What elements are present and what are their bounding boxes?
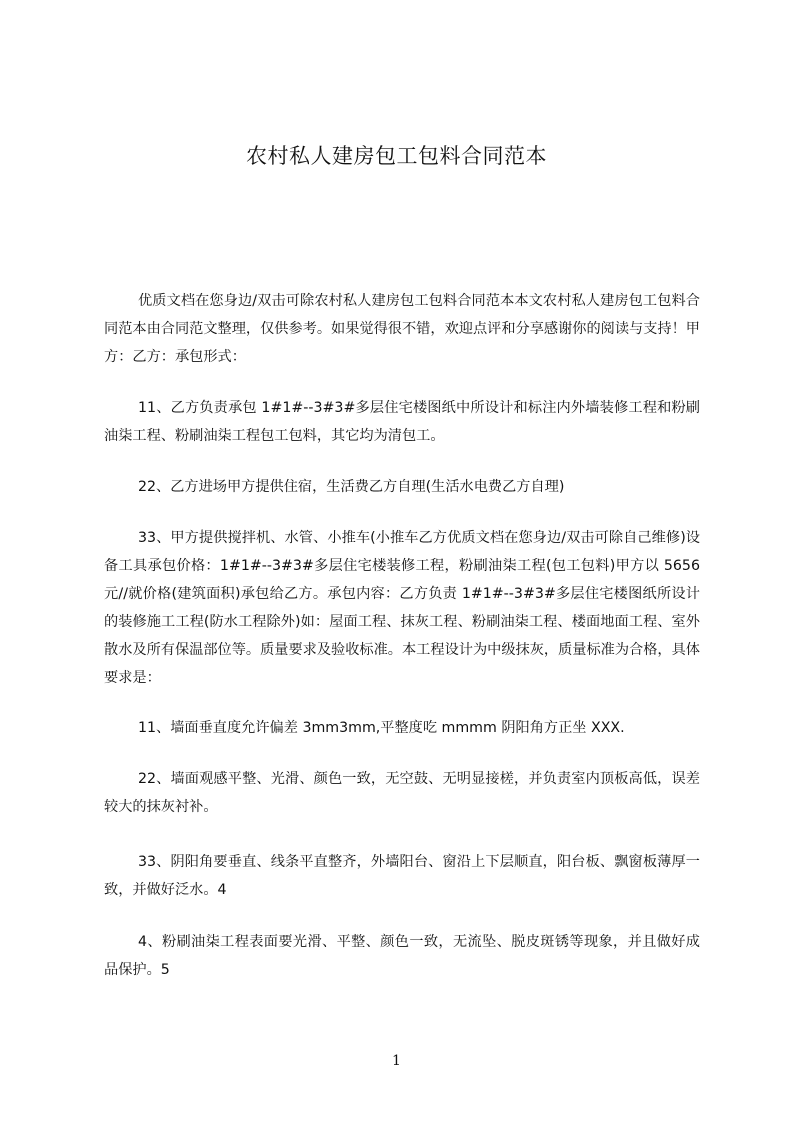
paragraph-clause-1: 11、乙方负责承包 1#1#--3#3#多层住宅楼图纸中所设计和标注内外墙装修工程和粉刷油柒工程、粉刷油柒工程包工包料，其它均为清包工。: [104, 400, 700, 444]
paragraph-quality-1: 11、墙面垂直度允许偏差 3mm3mm,平整度吃 mmmm 阴阳角方正坐 XXX.: [138, 720, 625, 736]
document-title: 农村私人建房包工包料合同范本: [246, 144, 547, 168]
page-number: 1: [392, 1053, 401, 1069]
paragraph-clause-2: 22、乙方进场甲方提供住宿，生活费乙方自理(生活水电费乙方自理): [138, 479, 565, 495]
paragraph-intro: 优质文档在您身边/双击可除农村私人建房包工包料合同范本本文农村私人建房包工包料合同范本由合同范文整理，仅供参考。如果觉得很不错，欢迎点评和分享感谢你的阅读与支持！甲方：乙方：承包形式：: [104, 293, 700, 365]
paragraph-quality-3: 33、阴阳角要垂直、线条平直整齐，外墙阳台、窗沿上下层顺直，阳台板、飘窗板薄厚一致，并做好泛水。4: [104, 854, 700, 898]
paragraph-clause-3: 33、甲方提供搅拌机、水管、小推车(小推车乙方优质文档在您身边/双击可除自己维修)设备工具承包价格：1#1#--3#3#多层住宅楼装修工程，粉刷油柒工程(包工包料)甲方以 5656 元//就价格(建筑面积)承包给乙方。承包内容：乙方负责 1#1#--3#3#多层住宅楼图纸所设计的装修施工工程(防水工程除外)如：屋面工程、抹灰工程、粉刷油柒工程、楼面地面工程、室外散水及所有保温部位等。质量要求及验收标准。本工程设计为中级抹灰，质量标准为合格，具体要求是：: [104, 530, 700, 686]
paragraph-quality-2: 22、墙面观感平整、光滑、颜色一致，无空鼓、无明显接槎，并负责室内顶板高低，误差较大的抹灰衬补。: [104, 771, 700, 815]
paragraph-quality-4: 4、粉刷油柒工程表面要光滑、平整、颜色一致，无流坠、脱皮斑锈等现象，并且做好成品保护。5: [104, 934, 700, 978]
